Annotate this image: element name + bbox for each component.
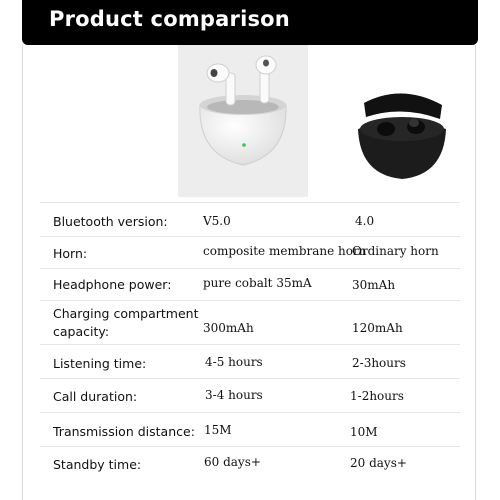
black-earbuds-icon	[352, 85, 452, 185]
value-b-horn: Ordinary horn	[352, 244, 439, 258]
white-earbuds-image	[178, 45, 308, 197]
row-divider	[40, 236, 460, 237]
value-a-charging: 300mAh	[203, 321, 254, 335]
black-earbuds-image	[352, 85, 452, 185]
value-b-standby-time: 20 days+	[350, 456, 407, 470]
row-divider	[40, 202, 460, 203]
value-a-headphone-power: pure cobalt 35mA	[203, 276, 312, 290]
row-label-charging-line2: capacity:	[53, 324, 110, 339]
title-banner	[22, 0, 478, 45]
row-divider	[40, 344, 460, 345]
value-b-listening-time: 2-3hours	[352, 356, 406, 370]
row-divider	[40, 412, 460, 413]
value-b-transmission-distance: 10M	[350, 425, 378, 439]
row-divider	[40, 378, 460, 379]
row-divider	[40, 300, 460, 301]
value-a-horn: composite membrane horn	[203, 244, 367, 258]
value-b-bluetooth: 4.0	[355, 214, 375, 228]
value-b-call-duration: 1-2hours	[350, 389, 404, 403]
row-label-horn: Horn:	[53, 246, 88, 261]
row-divider	[40, 446, 460, 447]
row-label-headphone-power: Headphone power:	[53, 277, 172, 292]
row-label-listening-time: Listening time:	[53, 356, 147, 371]
page-title: Product comparison	[49, 7, 290, 31]
value-b-headphone-power: 30mAh	[352, 278, 396, 292]
value-a-standby-time: 60 days+	[204, 455, 261, 469]
row-label-call-duration: Call duration:	[53, 389, 138, 404]
value-a-transmission-distance: 15M	[204, 423, 232, 437]
value-b-charging: 120mAh	[352, 321, 403, 335]
value-a-call-duration: 3-4 hours	[205, 388, 263, 402]
value-a-bluetooth: V5.0	[203, 214, 231, 228]
value-a-listening-time: 4-5 hours	[205, 355, 263, 369]
row-divider	[40, 268, 460, 269]
row-label-charging-line1: Charging compartment	[53, 306, 199, 321]
row-label-transmission-distance: Transmission distance:	[53, 424, 195, 439]
row-label-bluetooth: Bluetooth version:	[53, 214, 168, 229]
white-earbuds-icon	[178, 45, 308, 197]
row-label-standby-time: Standby time:	[53, 457, 142, 472]
